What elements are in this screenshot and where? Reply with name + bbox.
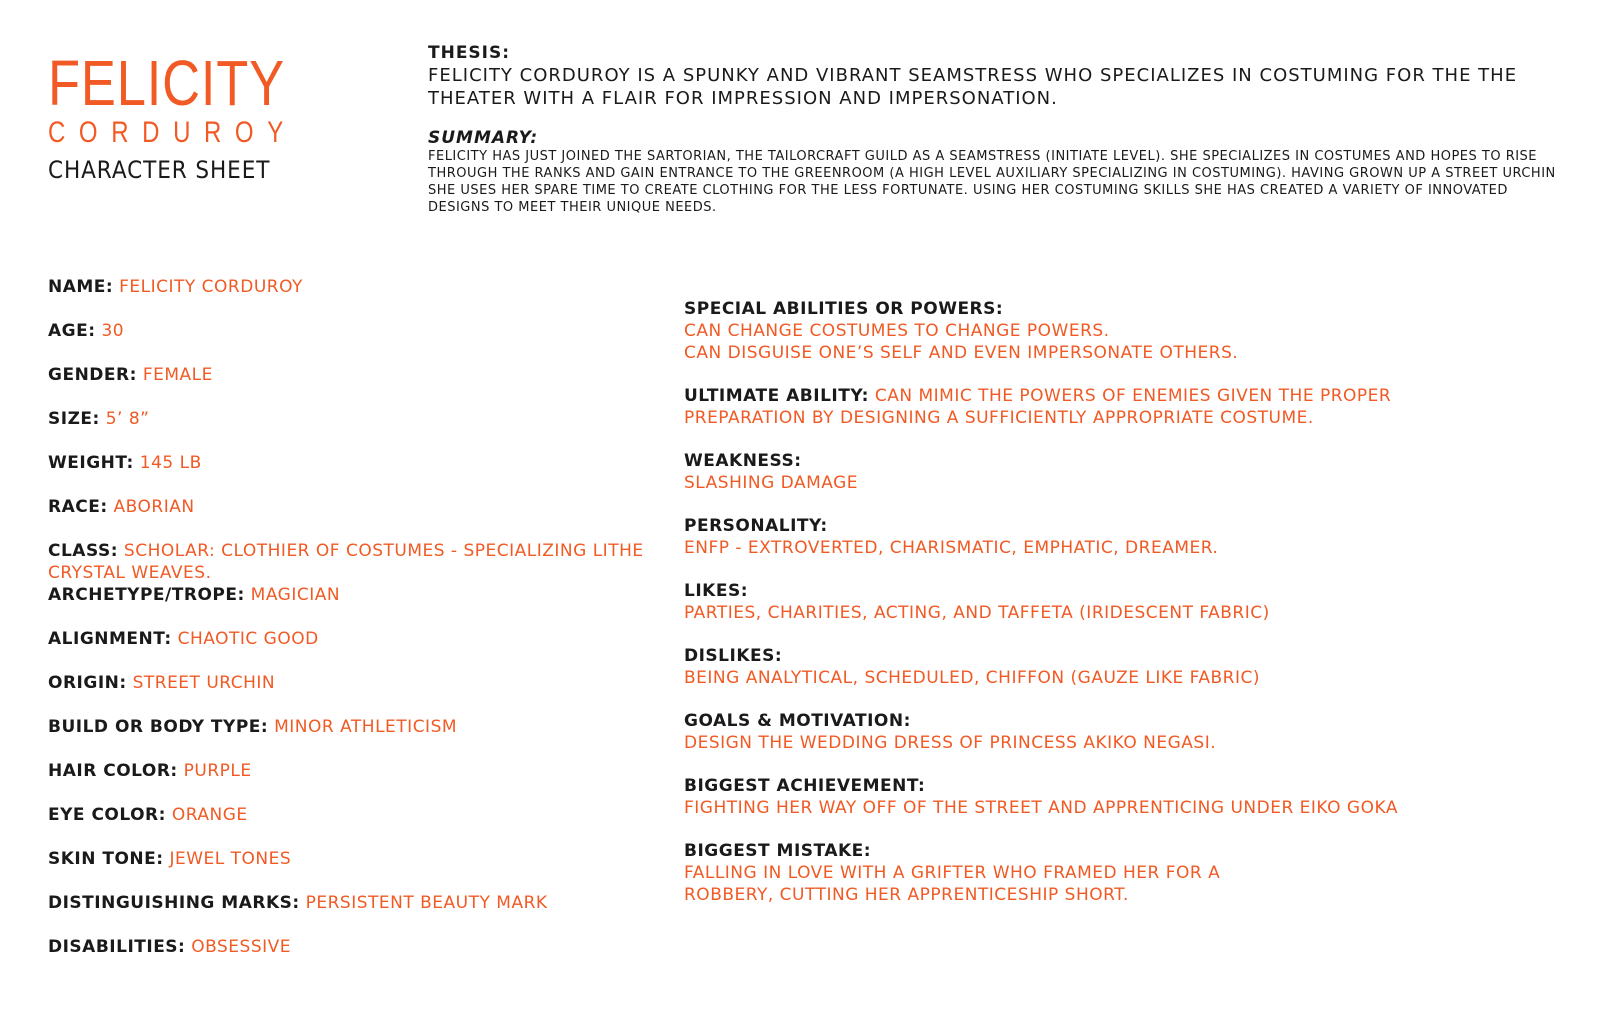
field-ultimate-ability <box>684 385 1564 429</box>
field-label: ORIGIN: <box>48 673 127 693</box>
field-label: RACE: <box>48 497 108 517</box>
field-disabilities <box>48 936 668 980</box>
field-label: ALIGNMENT: <box>48 629 172 649</box>
field-label: CLASS: <box>48 541 118 561</box>
field-biggest-achievement <box>684 775 1564 819</box>
field-label: SIZE: <box>48 409 100 429</box>
field-value-line: PARTIES, CHARITIES, ACTING, AND TAFFETA (IRIDESCENT FABRIC) <box>684 603 1270 623</box>
field-special-abilities <box>684 298 1564 364</box>
field-size <box>48 408 668 452</box>
field-class <box>48 540 668 584</box>
summary-text: FELICITY HAS JUST JOINED THE SARTORIAN, THE TAILORCRAFT GUILD AS A SEAMSTRESS (INITIATE LEVEL). SHE SPECIALIZES IN COSTUMES AND HOPES TO RISE THROUGH THE RANKS AND GAIN ENTRANCE TO THE GREENROOM (A HIGH LEVEL AUXILIARY SPECIALIZING IN COSTUMING). HAVING GROWN UP A STREET URCHIN SHE USES HER SPARE TIME TO CREATE CLOTHING FOR THE LESS FORTUNATE. USING HER COSTUMING SKILLS SHE HAS CREATED A VARIETY OF INNOVATED DESIGNS TO MEET THEIR UNIQUE NEEDS. <box>428 149 1556 215</box>
field-label: SPECIAL ABILITIES OR POWERS: <box>684 299 1004 319</box>
field-weight <box>48 452 668 496</box>
field-value-line: ENFP - EXTROVERTED, CHARISMATIC, EMPHATIC, DREAMER. <box>684 538 1219 558</box>
field-value: FELICITY CORDUROY <box>119 277 303 297</box>
field-value: CAN MIMIC THE POWERS OF ENEMIES GIVEN THE PROPER <box>874 386 1392 406</box>
field-label: PERSONALITY: <box>684 516 828 536</box>
field-value: PURPLE <box>183 761 252 781</box>
character-first-name: FELICITY <box>48 47 285 119</box>
field-eye-color <box>48 804 668 848</box>
field-build <box>48 716 668 760</box>
field-label: DISABILITIES: <box>48 937 186 957</box>
thesis-text: FELICITY CORDUROY IS A SPUNKY AND VIBRANT SEAMSTRESS WHO SPECIALIZES IN COSTUMING FOR THE THE THEATER WITH A FLAIR FOR IMPRESSION AND IMPERSONATION. <box>428 65 1518 109</box>
field-value: 145 LB <box>139 453 202 473</box>
field-label: AGE: <box>48 321 96 341</box>
field-value: 5’ 8” <box>105 409 150 429</box>
field-distinguishing-marks <box>48 892 668 936</box>
field-likes <box>684 580 1564 624</box>
title-block <box>48 47 348 184</box>
field-value: 30 <box>101 321 125 341</box>
field-value: MAGICIAN <box>250 585 341 605</box>
right-attributes-column <box>684 298 1564 927</box>
field-dislikes <box>684 645 1564 689</box>
field-value-line: BEING ANALYTICAL, SCHEDULED, CHIFFON (GAUZE LIKE FABRIC) <box>684 668 1261 688</box>
field-value-line: DESIGN THE WEDDING DRESS OF PRINCESS AKIKO NEGASI. <box>684 733 1217 753</box>
field-value-line: CAN DISGUISE ONE’S SELF AND EVEN IMPERSONATE OTHERS. <box>684 343 1239 363</box>
field-value: JEWEL TONES <box>169 849 292 869</box>
thesis-summary-block <box>428 42 1568 216</box>
field-label: HAIR COLOR: <box>48 761 178 781</box>
field-value: MINOR ATHLETICISM <box>274 717 458 737</box>
field-value: OBSESSIVE <box>191 937 292 957</box>
field-origin <box>48 672 668 716</box>
field-label: ARCHETYPE/TROPE: <box>48 585 245 605</box>
field-label: DISLIKES: <box>684 646 783 666</box>
field-label: LIKES: <box>684 581 748 601</box>
field-goals-motivation <box>684 710 1564 754</box>
field-alignment <box>48 628 668 672</box>
field-value: PERSISTENT BEAUTY MARK <box>305 893 548 913</box>
field-label: WEAKNESS: <box>684 451 802 471</box>
field-value: FEMALE <box>142 365 213 385</box>
left-attributes-column <box>48 276 668 980</box>
field-age <box>48 320 668 364</box>
field-label: BIGGEST MISTAKE: <box>684 841 872 861</box>
field-label: BIGGEST ACHIEVEMENT: <box>684 776 926 796</box>
field-personality <box>684 515 1564 559</box>
field-weakness <box>684 450 1564 494</box>
field-biggest-mistake <box>684 840 1564 906</box>
field-value: ABORIAN <box>113 497 195 517</box>
field-label: WEIGHT: <box>48 453 134 473</box>
field-label: GENDER: <box>48 365 137 385</box>
field-hair-color <box>48 760 668 804</box>
field-label: BUILD OR BODY TYPE: <box>48 717 269 737</box>
field-value-line: FIGHTING HER WAY OFF OF THE STREET AND APPRENTICING UNDER EIKO GOKA <box>684 798 1398 818</box>
field-race <box>48 496 668 540</box>
field-label: SKIN TONE: <box>48 849 164 869</box>
field-value-line: FALLING IN LOVE WITH A GRIFTER WHO FRAMED HER FOR A <box>684 863 1221 883</box>
summary-label: SUMMARY: <box>428 128 539 148</box>
field-skin-tone <box>48 848 668 892</box>
field-label: GOALS & MOTIVATION: <box>684 711 911 731</box>
sheet-subtitle: CHARACTER SHEET <box>48 156 271 184</box>
field-value: SCHOLAR: CLOTHIER OF COSTUMES - SPECIALIZING LITHE CRYSTAL WEAVES. <box>48 541 644 583</box>
field-value-line: SLASHING DAMAGE <box>684 473 858 493</box>
field-label: DISTINGUISHING MARKS: <box>48 893 300 913</box>
character-last-name: CORDUROY <box>48 116 297 149</box>
field-label: NAME: <box>48 277 114 297</box>
field-value: CHAOTIC GOOD <box>177 629 319 649</box>
field-value-line: CAN CHANGE COSTUMES TO CHANGE POWERS. <box>684 321 1110 341</box>
field-value: STREET URCHIN <box>132 673 276 693</box>
field-archetype <box>48 584 668 628</box>
field-value-line: PREPARATION BY DESIGNING A SUFFICIENTLY APPROPRIATE COSTUME. <box>684 408 1314 428</box>
thesis-label: THESIS: <box>428 43 511 63</box>
field-value-line: ROBBERY, CUTTING HER APPRENTICESHIP SHORT. <box>684 885 1129 905</box>
field-label: ULTIMATE ABILITY: <box>684 386 869 406</box>
field-label: EYE COLOR: <box>48 805 166 825</box>
field-name <box>48 276 668 320</box>
field-gender <box>48 364 668 408</box>
field-value: ORANGE <box>171 805 248 825</box>
